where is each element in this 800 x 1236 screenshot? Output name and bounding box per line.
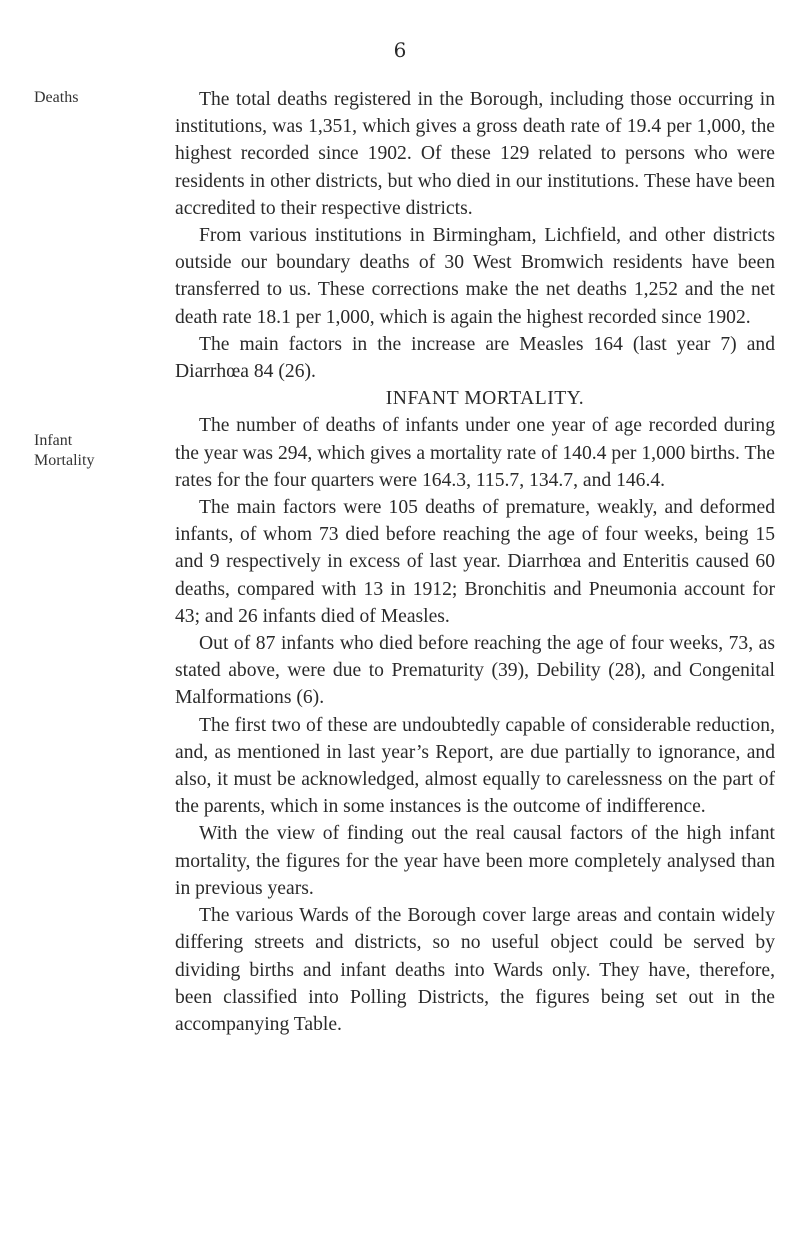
section-heading-infant-mortality: INFANT MORTALITY. <box>385 388 585 410</box>
paragraph-infant-factors: The main factors were 105 deaths of premature, weakly, and deformed infants, of whom 73 died before reaching the age of four weeks, being 15 and 9 respectively in excess of last year. Diarrhœa and Enteritis caused 60 deaths, compared with 13 in 1912; Bronchitis and Pneumonia account for 43; and 26 infants died of Measles. <box>175 497 775 627</box>
margin-note-infant-line1: Infant <box>34 432 73 449</box>
paragraph-infant-deaths: The number of deaths of infants under one year of age recorded during the year was 294, which gives a mortality rate of 140.4 per 1,000 births. The rates for the four quarters were 164.3, 115.7, 134.7, and 146.4. <box>175 415 775 491</box>
margin-note-deaths <box>34 88 78 108</box>
body-text <box>175 86 775 1038</box>
margin-note-infant-mortality <box>34 431 94 471</box>
paragraph-main-factors: The main factors in the increase are Measles 164 (last year 7) and Diarrhœa 84 (26). <box>175 333 775 383</box>
paragraph-four-weeks: Out of 87 infants who died before reaching the age of four weeks, 73, as stated above, were due to Prematurity (39), Debility (28), and Congenital Malformations (6). <box>175 633 775 709</box>
paragraph-total-deaths: The total deaths registered in the Borough, including those occurring in institutions, was 1,351, which gives a gross death rate of 19.4 per 1,000, the highest recorded since 1902. Of these 129 related to persons who were residents in other districts, but who died in our institutions. These have been accredited to their respective districts. <box>175 89 775 219</box>
paragraph-reduction: The first two of these are undoubtedly capable of considerable reduction, and, as mentioned in last year’s Report, are due partially to ignorance, and also, it must be acknowledged, almost equally to carelessness on the part of the parents, which in some instances is the outcome of indifference. <box>175 714 775 818</box>
page-number: 6 <box>393 38 407 62</box>
margin-note-deaths-label: Deaths <box>34 89 79 106</box>
paragraph-causal-factors: With the view of finding out the real causal factors of the high infant mortality, the figures for the year have been more completely analysed than in previous years. <box>175 823 775 899</box>
paragraph-transfers: From various institutions in Birmingham, Lichfield, and other districts outside our boundary deaths of 30 West Bromwich residents have been transferred to us. These corrections make the net deaths 1,252 and the net death rate 18.1 per 1,000, which is again the highest recorded since 1902. <box>175 225 775 328</box>
margin-note-infant-line2: Mortality <box>34 452 95 469</box>
paragraph-wards: The various Wards of the Borough cover large areas and contain widely differing streets and districts, so no useful object could be served by dividing births and infant deaths into Wards only. They have, therefore, been classified into Polling Districts, the figures being set out in the accompanying Table. <box>175 905 775 1035</box>
